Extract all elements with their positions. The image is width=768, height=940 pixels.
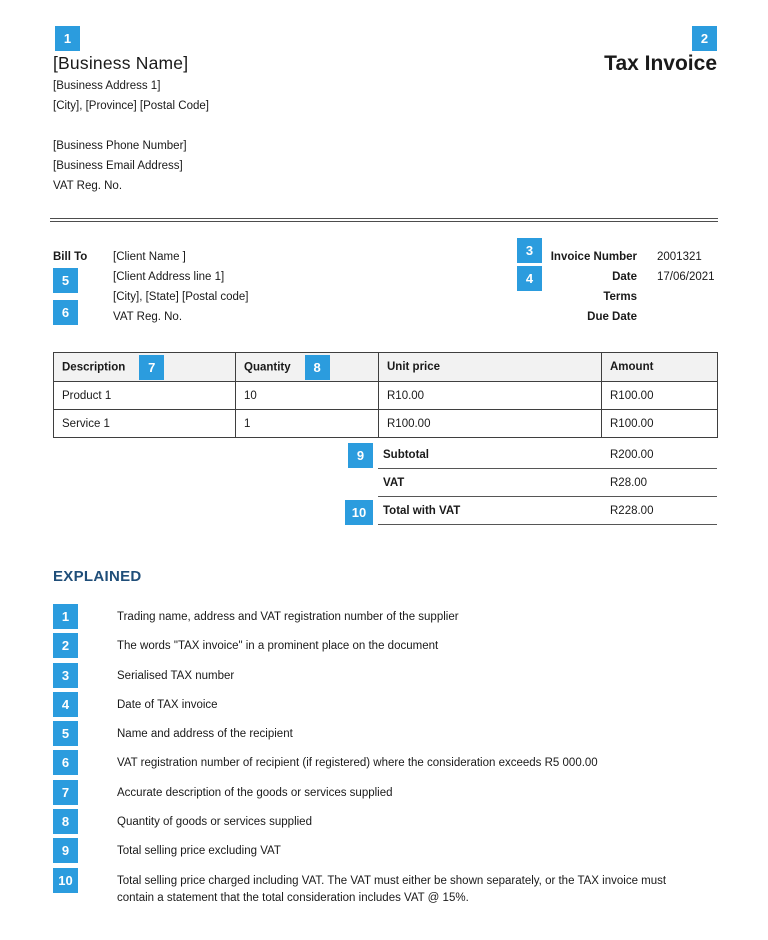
explained-text-7: Accurate description of the goods or services supplied	[117, 786, 393, 799]
document-title: Tax Invoice	[604, 52, 717, 75]
client-address-line1: [Client Address line 1]	[113, 271, 225, 283]
list-item	[53, 721, 717, 746]
client-name: [Client Name ]	[113, 251, 186, 263]
table-row	[54, 382, 718, 410]
column-header-description	[54, 353, 236, 382]
invoice-number-label: Invoice Number	[550, 251, 637, 263]
explained-badge-6: 6	[53, 750, 78, 775]
client-vat-reg: VAT Reg. No.	[113, 311, 183, 323]
list-item	[53, 604, 717, 629]
explained-badge-10: 10	[53, 868, 78, 893]
list-item	[53, 838, 717, 863]
vat-label: VAT	[383, 476, 405, 489]
business-vat-reg: VAT Reg. No.	[53, 180, 123, 192]
explained-badge-4: 4	[53, 692, 78, 717]
list-item	[53, 809, 717, 834]
item-unit-price: R100.00	[379, 410, 602, 438]
callout-badge-6: 6	[53, 300, 78, 325]
business-address-line1: [Business Address 1]	[53, 80, 161, 92]
explained-text-9: Total selling price excluding VAT	[117, 845, 281, 858]
column-header-unit-price: Unit price	[379, 353, 602, 382]
invoice-terms-value	[657, 287, 715, 307]
column-header-quantity	[236, 353, 379, 382]
list-item	[53, 663, 717, 688]
callout-badge-4: 4	[517, 266, 542, 291]
explained-badge-2: 2	[53, 633, 78, 658]
item-quantity: 10	[236, 382, 379, 410]
item-unit-price: R10.00	[379, 382, 602, 410]
explained-list	[53, 604, 717, 911]
callout-badge-10: 10	[345, 500, 373, 525]
explained-badge-9: 9	[53, 838, 78, 863]
callout-badge-3: 3	[517, 238, 542, 263]
invoice-meta-values	[657, 247, 715, 327]
invoice-terms-label: Terms	[603, 291, 637, 303]
list-item	[53, 692, 717, 717]
total-with-vat-value: R228.00	[610, 504, 654, 517]
business-phone: [Business Phone Number]	[53, 140, 187, 152]
callout-badge-1: 1	[55, 26, 80, 51]
list-item	[53, 780, 717, 805]
invoice-date-value: 17/06/2021	[657, 271, 715, 283]
explained-badge-3: 3	[53, 663, 78, 688]
list-item	[53, 633, 717, 658]
callout-badge-9: 9	[348, 443, 373, 468]
line-items-table	[53, 352, 718, 438]
explained-heading: EXPLAINED	[53, 568, 142, 585]
explained-badge-8: 8	[53, 809, 78, 834]
business-email: [Business Email Address]	[53, 160, 183, 172]
subtotal-label: Subtotal	[383, 448, 429, 461]
subtotal-value: R200.00	[610, 448, 654, 461]
explained-badge-7: 7	[53, 780, 78, 805]
explained-text-3: Serialised TAX number	[117, 669, 235, 682]
table-header-row	[54, 353, 718, 382]
item-amount: R100.00	[602, 410, 718, 438]
explained-text-1: Trading name, address and VAT registration number of the supplier	[117, 611, 459, 623]
subtotal-row	[378, 441, 717, 469]
totals-section	[378, 441, 717, 525]
list-item	[53, 868, 717, 907]
invoice-due-date-label: Due Date	[587, 311, 637, 323]
explained-badge-5: 5	[53, 721, 78, 746]
explained-text-8: Quantity of goods or services supplied	[117, 816, 312, 829]
callout-badge-7: 7	[139, 355, 164, 380]
business-address-line2: [City], [Province] [Postal Code]	[53, 100, 209, 112]
invoice-number-value: 2001321	[657, 251, 702, 263]
explained-text-4: Date of TAX invoice	[117, 698, 218, 711]
item-amount: R100.00	[602, 382, 718, 410]
explained-text-5: Name and address of the recipient	[117, 728, 293, 741]
list-item	[53, 750, 717, 775]
item-quantity: 1	[236, 410, 379, 438]
total-with-vat-row	[378, 497, 717, 525]
invoice-date-label: Date	[612, 271, 637, 283]
table-row	[54, 410, 718, 438]
business-name: [Business Name]	[53, 53, 189, 73]
item-description: Product 1	[54, 382, 236, 410]
callout-badge-2: 2	[692, 26, 717, 51]
invoice-meta-labels	[480, 247, 637, 327]
invoice-due-date-value	[657, 307, 715, 327]
vat-row	[378, 469, 717, 497]
column-header-amount: Amount	[602, 353, 718, 382]
explained-text-2: The words "TAX invoice" in a prominent place on the document	[117, 640, 439, 653]
explained-text-10: Total selling price charged including VAT. The VAT must either be shown separately, or the TAX invoice must contain a statement that the total consideration includes VAT @ 15%.	[117, 874, 667, 904]
callout-badge-5: 5	[53, 268, 78, 293]
client-address-line2: [City], [State] [Postal code]	[113, 291, 249, 303]
quantity-header-label: Quantity	[244, 361, 291, 374]
vat-value: R28.00	[610, 476, 648, 489]
explained-text-6: VAT registration number of recipient (if registered) where the consideration exceeds R5 000.00	[117, 757, 598, 770]
header-divider	[50, 218, 718, 222]
total-with-vat-label: Total with VAT	[383, 504, 461, 517]
explained-badge-1: 1	[53, 604, 78, 629]
bill-to-label: Bill To	[53, 251, 88, 263]
item-description: Service 1	[54, 410, 236, 438]
callout-badge-8: 8	[305, 355, 330, 380]
description-header-label: Description	[62, 361, 126, 374]
